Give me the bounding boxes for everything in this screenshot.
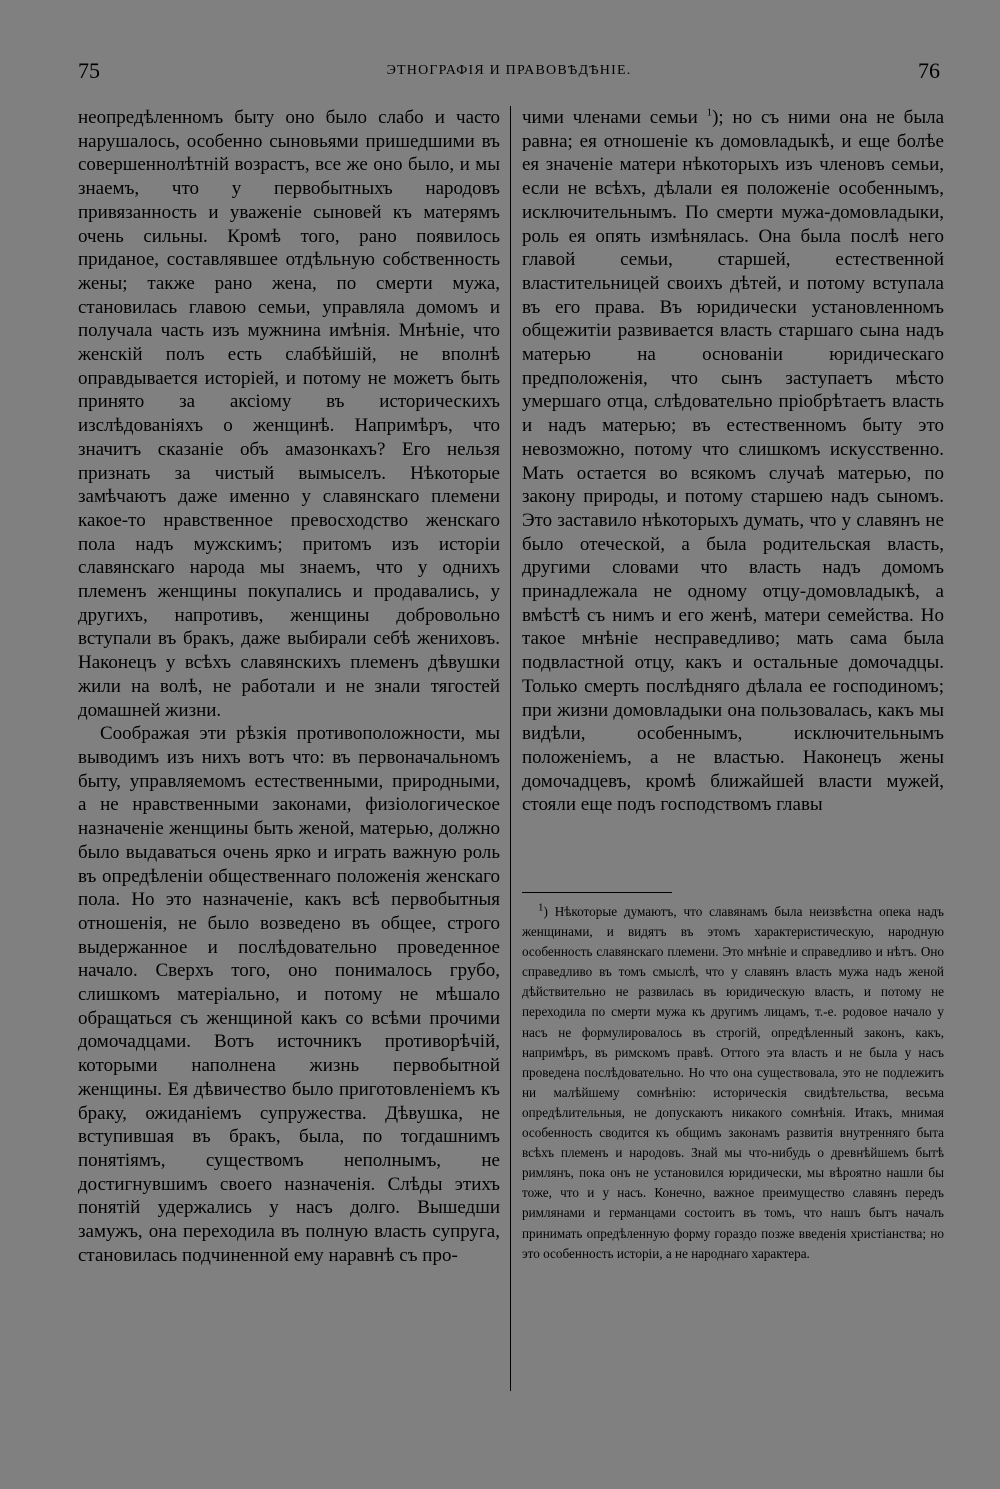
page-number-left: 75	[78, 58, 100, 83]
page-number-right: 76	[918, 58, 940, 83]
column-divider	[510, 106, 511, 1391]
footnote-rule	[522, 892, 672, 893]
right-paragraph-1	[522, 106, 944, 817]
footnote-reference: 1	[706, 106, 713, 119]
footnote-text: ) Нѣкоторые думаютъ, что славянамъ была неизвѣстна опека надъ женщинами, и видятъ въ этомъ характеристическую, народную особенность славянскаго племени. Это мнѣніе и справедливо и нѣтъ. Оно справедливо въ томъ смыслѣ, что у славянъ власть мужа надъ женой дѣйствительно не развилась въ юридическую власть, и потому не переходила по смерти мужа къ другимъ лицамъ, т.-е. родовое начало у насъ не формулировалось въ строгій, опредѣленный законъ, какъ, напримѣръ, въ римскомъ правѣ. Оттого эта власть и не была у насъ проведена послѣдовательно. Но что она существовала, это не подлежитъ ни малѣйшему сомнѣнію: историческія свидѣтельства, весьма опредѣлительныя, не допускаютъ никакого сомнѣнія. Итакъ, мнимая особенность сводится къ общимъ законамъ развитія внутренняго быта всѣхъ племенъ и народовъ. Знай мы что-нибудь о древнѣйшемъ бытѣ римлянъ, пока онъ не установился юридически, мы вѣроятно нашли бы тоже, что и у насъ. Конечно, важное преимущество славянъ передъ римлянами и германцами состоитъ въ томъ, что нашъ бытъ началъ принимать опредѣленную форму гораздо позже введенія христіанства; но это особенность исторіи, а не народнаго характера.	[522, 904, 944, 1261]
right-paragraph-1-rest: ); но съ ними она не была равна; ея отношеніе къ домовладыкѣ, и еще болѣе ея значеніе матери нѣкоторыхъ изъ членовъ семьи, если не всѣхъ, дѣлали ея положеніе особеннымъ, исключительнымъ. По смерти мужа-домовладыки, роль ея опять измѣнялась. Она была послѣ него главой семьи, старшей, естественной властительницей своихъ дѣтей, и потому вступала въ его права. Въ юридически установленномъ общежитіи развивается власть старшаго сына надъ матерью на основаніи юридическаго предположенія, что сынъ заступаетъ мѣсто умершаго отца, слѣдовательно пріобрѣтаетъ власть и надъ матерью; въ естественномъ быту это невозможно, потому что слишкомъ искусственно. Мать остается во всякомъ случаѣ матерью, по закону природы, и потому старшею надъ сыномъ. Это заставило нѣкоторыхъ думать, что у славянъ не было отеческой, а была родительская власть, другими словами что власть надъ домомъ принадлежала не одному отцу-домовладыкѣ, а вмѣстѣ съ нимъ и его женѣ, матери семейства. Но такое мнѣніе несправедливо; мать сама была подвластной отцу, какъ и остальные домочадцы. Только смерть послѣдняго дѣлала ее господиномъ; при жизни домовладыки она пользовалась, какъ мы видѣли, особеннымъ, исключительнымъ положеніемъ, а не властью. Наконецъ жены домочадцевъ, кромѣ ближайшей власти мужей, стояли еще подъ господствомъ главы	[522, 107, 945, 816]
left-paragraph-1: неопредѣленномъ быту оно было слабо и часто нарушалось, особенно сыновьями пришедшими въ совершеннолѣтній возрастъ, все же оно было, и мы знаемъ, что у первобытныхъ народовъ привязанность и уваженіе сыновей къ матерямъ очень сильны. Кромѣ того, рано появилось приданое, составлявшее отдѣльную собственность жены; также рано жена, по смерти мужа, становилась главою семьи, управляла домомъ и получала часть изъ мужнина имѣнія. Мнѣніе, что женскій полъ есть слабѣйшій, не вполнѣ оправдывается исторіей, и потому не можетъ быть принято за аксіому въ историческихъ изслѣдованіяхъ о женщинѣ. Напримѣръ, что значитъ сказаніе объ амазонкахъ? Его нельзя признать за чистый вымыселъ. Нѣкоторые замѣчаютъ даже именно у славянскаго племени какое-то нравственное превосходство женскаго пола надъ мужскимъ; притомъ изъ исторіи славянскаго народа мы знаемъ, что у однихъ племенъ женщины покупались и продавались, у другихъ, напротивъ, женщины добровольно вступали въ бракъ, даже выбирали себѣ жениховъ. Наконецъ у всѣхъ славянскихъ племенъ дѣвушки жили на волѣ, не работали и не знали тягостей домашней жизни.	[78, 107, 500, 721]
footnote-mark: 1	[538, 901, 544, 914]
left-column	[78, 106, 500, 1267]
running-header	[78, 58, 940, 88]
running-title: ЭТНОГРАФІЯ И ПРАВОВѢДѢНІЕ.	[386, 63, 632, 78]
footnote-paragraph	[522, 902, 944, 1264]
footnote	[522, 902, 944, 1264]
right-column	[522, 106, 944, 817]
right-paragraph-1-start: чими членами семьи	[522, 107, 707, 128]
left-paragraph-2: Соображая эти рѣзкія противоположности, мы выводимъ изъ нихъ вотъ что: въ первоначальномъ быту, управляемомъ естественными, природными, а не нравственными законами, физіологическое назначеніе женщины быть женой, матерью, должно было выдаваться очень ярко и играть важную роль въ опредѣленіи общественнаго положенія женскаго пола. Но это назначеніе, какъ всѣ первобытныя отношенія, не было возведено въ общее, строго выдержанное и послѣдовательно проведенное начало. Сверхъ того, оно понималось грубо, слишкомъ матеріально, и потому не мѣшало обращаться съ женщиной какъ со всѣми прочими домочадцами. Вотъ источникъ противорѣчій, которыми наполнена жизнь первобытной женщины. Ея дѣвичество было приготовленіемъ къ браку, ожиданіемъ супружества. Дѣвушка, не вступившая въ бракъ, была, по тогдашнимъ понятіямъ, существомъ неполнымъ, не достигнувшимъ своего назначенія. Слѣды этихъ понятій удержались у насъ долго. Вышедши замужъ, она переходила въ полную власть супруга, становилась подчиненной ему наравнѣ съ про-	[78, 723, 500, 1266]
